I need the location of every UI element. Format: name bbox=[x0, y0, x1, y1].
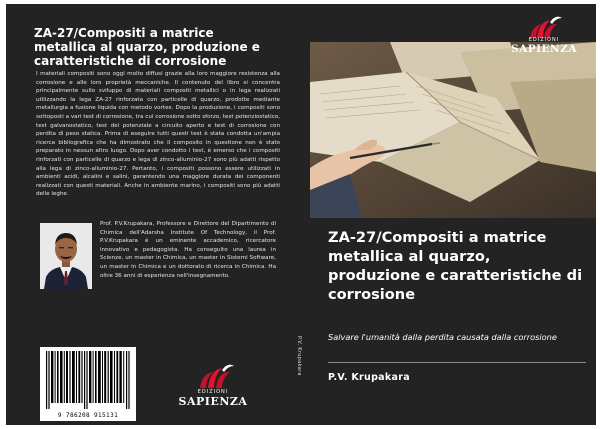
barcode-number: 9 786208 915131 bbox=[57, 412, 119, 419]
front-cover-subtitle: Salvare l'umanità dalla perdita causata dalla corrosione bbox=[328, 332, 557, 342]
barcode-icon bbox=[40, 347, 136, 411]
spine-author: P.V. Krupakara bbox=[296, 336, 302, 376]
front-cover bbox=[310, 4, 596, 425]
front-cover-author: P.V. Krupakara bbox=[328, 372, 410, 383]
back-logo-sapienza: SAPIENZA bbox=[178, 395, 248, 408]
spine bbox=[290, 4, 310, 425]
front-logo-sapienza: SAPIENZA bbox=[511, 43, 577, 55]
author-portrait-icon bbox=[40, 223, 92, 289]
back-publisher-logo bbox=[178, 360, 248, 410]
title-divider bbox=[328, 362, 586, 363]
back-cover bbox=[6, 4, 290, 425]
back-logo-edizioni: EDIZIONI bbox=[197, 389, 229, 395]
sapienza-logo-icon bbox=[502, 14, 586, 38]
open-books-photo-icon bbox=[310, 42, 596, 218]
back-cover-title: ZA-27/Compositi a matrice metallica al quarzo, produzione e caratteristiche di corrosione bbox=[34, 26, 260, 68]
front-cover-title: ZA-27/Compositi a matrice metallica al quarzo, produzione e caratteristiche di corrosione bbox=[328, 229, 583, 303]
sapienza-logo-icon bbox=[178, 360, 248, 390]
cover-photo bbox=[310, 42, 596, 218]
front-logo-edizioni: EDIZIONI bbox=[528, 37, 560, 43]
front-publisher-logo bbox=[502, 14, 586, 56]
author-bio: Prof. P.V.Krupakara, Professore e Direttore del Dipartimento di Chimica dell'Adarsha Institute Of Technology, il Prof. P.V.Krupakara è un eminente accademico, ricercatore innovativo e pedagogista. Ha conseguito una laurea in Scienze, un master in Chimica, un master in Sistemi Software, un master in Chimica e un dottorato di ricerca in Chimica. Ha oltre 36 anni di esperienza nell'insegnamento. bbox=[100, 221, 276, 279]
author-photo bbox=[40, 223, 92, 289]
back-cover-description: I materiali compositi sono oggi molto diffusi grazie alla loro maggiore resistenza alla corrosione e alle loro proprietà meccaniche. Il contenuto del libro si concentra principalmente sullo sviluppo di materiali compositi metallici o in lega realizzati utilizzando la lega ZA-27 rinforzata con particelle di quarzo, prodotte mediante metallurgia a fusione liquida con metodo vortex. Dopo la produzione, i compositi sono sottoposti a vari test di corrosione, tra cui corrosione sotto sforzo, test potenziostatico, test galvanostatico, test del potenziale a circuito aperto e test di corrosione con perdita di peso statica. Prima di eseguire tutti questi test è stata condotta un'ampia ricerca bibliografica che ha dimostrato che il composito in questione non è stato preparato in nessun altro luogo. Dopo aver condotto i test, è emerso che i compositi rinforzati con particelle di quarzo e lega di zinco-alluminio-27 sono più adatti rispetto alla lega di zinco-alluminio-27. Pertanto, i compositi possono essere utilizzati in ambienti acidi, alcalini e salini, garantendo una maggiore durata dei componenti realizzati con questi materiali. Anche in ambiente marino, i compositi sono più adatti delle leghe. bbox=[36, 71, 280, 198]
barcode bbox=[40, 347, 136, 421]
